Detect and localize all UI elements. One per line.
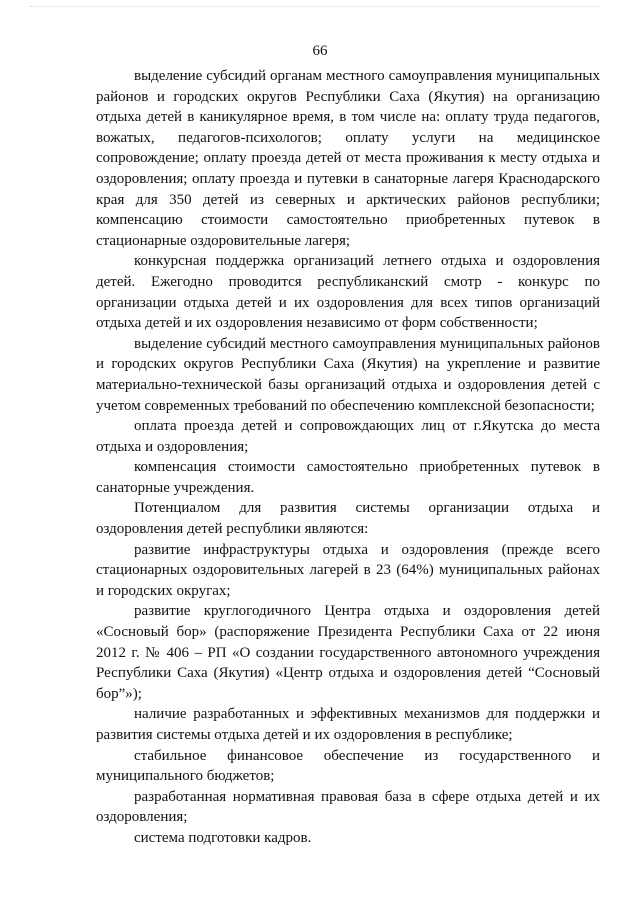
page-number: 66 — [312, 43, 328, 59]
paragraph-support-mechanisms: наличие разработанных и эффективных механизмов для поддержки и развития системы отдыха детей и их оздоровления в республике; — [96, 706, 600, 743]
scan-artifact-line — [30, 6, 600, 9]
paragraph-infrastructure-development: развитие инфраструктуры отдыха и оздоровления (прежде всего стационарных оздоровительных лагерей в 23 (64%) муниципальных районах и городских округах; — [96, 541, 600, 599]
paragraph-potential-intro: Потенциалом для развития системы организации отдыха и оздоровления детей республики являются: — [96, 500, 600, 538]
paragraph-subsidies-infrastructure: выделение субсидий местного самоуправления муниципальных районов и городских округов Республики Саха (Якутия) на укрепление и развитие материально-технической базы организаций отдыха и оздоровления детей с учетом современных требований по обеспечению комплексной безопасности; — [96, 335, 600, 414]
paragraph-competition-support: конкурсная поддержка организаций летнего отдыха и оздоровления детей. Ежегодно проводится республиканский смотр - конкурс по организации отдыха детей и их оздоровления для всех типов организаций отдыха детей и их оздоровления независимо от форм собственности; — [96, 253, 600, 332]
paragraph-voucher-compensation: компенсация стоимости самостоятельно приобретенных путевок в санаторные учреждения. — [96, 459, 600, 496]
document-body — [96, 66, 600, 849]
paragraph-travel-payment: оплата проезда детей и сопровождающих лиц от г.Якутска до места отдыха и оздоровления; — [96, 418, 600, 455]
paragraph-stable-funding: стабильное финансовое обеспечение из государственного и муниципального бюджетов; — [96, 747, 600, 785]
paragraph-sosnovy-bor-center: развитие круглогодичного Центра отдыха и оздоровления детей «Сосновый бор» (распоряжение Президента Республики Саха от 22 июня 2012 г. № 406 – РП «О создании государственного автономного учреждения Республики Саха (Якутия) «Центр отдыха и оздоровления детей “Сосновый бор”»); — [96, 603, 600, 702]
paragraph-legal-framework: разработанная нормативная правовая база в сфере отдыха детей и их оздоровления; — [96, 788, 600, 826]
paragraph-subsidies-organization: выделение субсидий органам местного самоуправления муниципальных районов и городских округов Республики Саха (Якутия) на организацию отдыха детей в каникулярное время, в том числе на: оплату труда педагогов, вожатых, педагогов-психологов; оплату услуги на медицинское сопровождение; оплату проезда детей от места проживания к месту отдыха и оздоровления; оплату проезда и путевки в санаторные лагеря Краснодарского края для 350 детей из северных и арктических районов республики; компенсацию стоимости самостоятельно приобретенных путевок в стационарные оздоровительные лагеря; — [96, 68, 600, 249]
paragraph-staff-training: система подготовки кадров. — [134, 829, 312, 846]
